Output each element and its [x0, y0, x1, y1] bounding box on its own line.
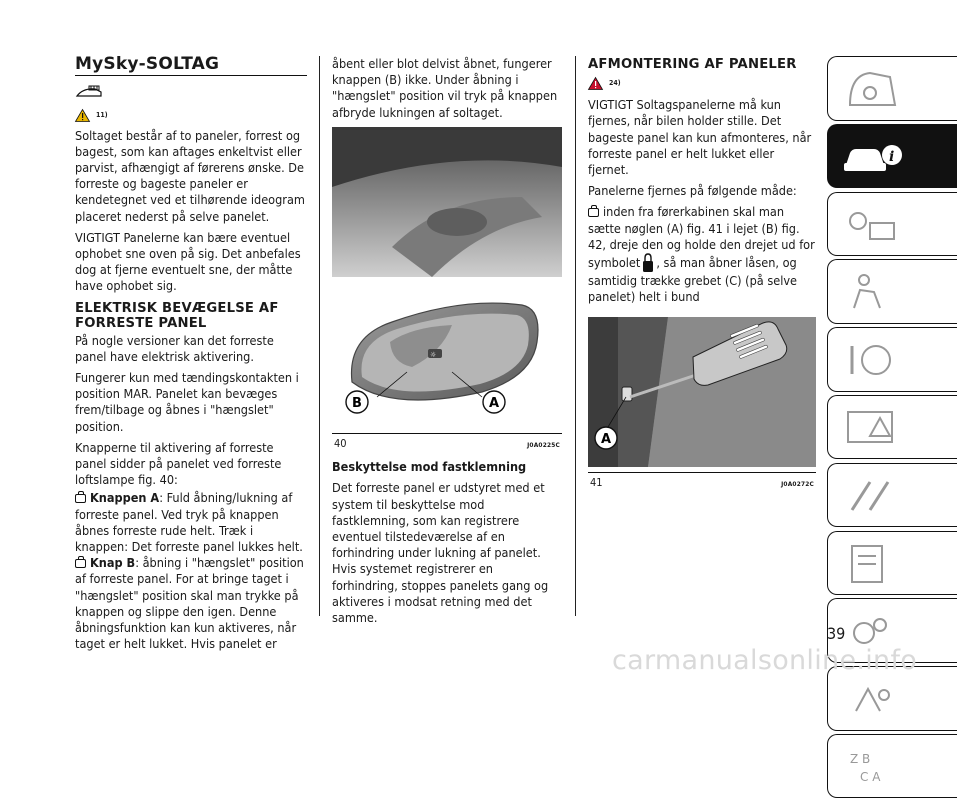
warning-ref: 24) [609, 79, 621, 87]
label-b: B [352, 395, 362, 411]
svg-text:i: i [889, 148, 895, 165]
paragraph: VIGTIGT Panelerne kan bære eventuel ophobet sne oven på sig. Det anbefales dog at fjerne eventuelt sne, der måtte have ophobet sig. [75, 229, 301, 294]
car-bullet-icon [75, 494, 86, 503]
tab-car-info[interactable] [827, 124, 957, 189]
paragraph: VIGTIGT Soltagspanelerne må kun fjernes, når bilen holder stille. Det bageste panel kan kun afmonteres, når forreste panel er helt lukket eller fjernet. [588, 97, 812, 178]
tab-maintenance[interactable] [827, 531, 957, 596]
paragraph: På nogle versioner kan det forreste panel have elektrisk aktivering. [75, 332, 274, 364]
label-a: A [489, 395, 500, 411]
multimedia-icon [840, 675, 900, 723]
section-heading: AFMONTERING AF PANELER [588, 57, 797, 72]
caption-heading: Beskyttelse mod fastklemning [332, 459, 527, 475]
figure-code: J0A0225C [527, 441, 560, 450]
warning-lights-icon [840, 404, 900, 452]
figure-40 [332, 127, 562, 434]
key-lock-photo [588, 317, 816, 467]
sunroof-icon [75, 84, 307, 104]
bullet-text: inden fra førerkabinen skal man sætte nøglen (A) fig. 41 i lejet (B) fig. 42, dreje den og holde den drejet ud for symbolet [588, 204, 815, 271]
tab-emergency[interactable] [827, 463, 957, 528]
bullet-text: : Fuld åbning/lukning af forreste panel. Ved tryk på knappen åbnes forreste rude helt. Træk i knappen: Det forreste panel lukkes helt. [75, 490, 303, 555]
paragraph: åbent eller blot delvist åbnet, fungerer knappen (B) ikke. Under åbning i "hængslet" position vil tryk på knappen afbryde lukningen af soltaget. [332, 56, 558, 120]
column-divider [575, 56, 576, 616]
lights-icon [840, 201, 900, 249]
bullet-button-b [75, 555, 307, 652]
svg-text:☼: ☼ [430, 350, 437, 359]
bullet-step [588, 204, 816, 305]
dashboard-icon [840, 65, 900, 113]
figure-number: 41 [590, 475, 603, 489]
bullet-text: : åbning i "hængslet" position af forreste panel. For at bringe taget i "hængslet" position skal man trykke på knappen og slippe den igen. Denne åbningsfunktion kan kun aktiveres, når taget er helt lukket. Hvis panelet er [75, 555, 304, 652]
roof-console-photo [332, 127, 562, 429]
bullet-text: , så man åbner låsen, og samtidig trække grebet (C) (på selve panelet) helt i bund [588, 255, 798, 305]
tab-driving[interactable] [827, 327, 957, 392]
tab-safety[interactable] [827, 259, 957, 324]
paragraph: Knapperne til aktivering af forreste panel sidder på panelet ved forreste loftslampe fig. 40: [75, 439, 282, 488]
paragraph: Soltaget består af to paneler, forrest og bagest, som kan aftages enkeltvist eller parvist, afhængigt af førerens ønske. De forreste og bageste paneler er kendetegnet ved et tilhørende ideogram placeret nederst på selve panelet. [75, 127, 305, 224]
car-bullet-icon [75, 559, 86, 568]
column-1 [75, 56, 307, 653]
page-number: 39 [827, 624, 846, 643]
column-3 [588, 56, 816, 492]
warning-icon [588, 77, 603, 90]
figure-caption [588, 473, 816, 492]
section-title: MySky-SOLTAG [75, 56, 307, 76]
car-bullet-icon [588, 208, 599, 217]
tab-dashboard[interactable] [827, 56, 957, 121]
bullet-label: Knap B [90, 555, 136, 571]
tab-index[interactable] [827, 734, 957, 799]
paragraph: Panelerne fjernes på følgende måde: [588, 183, 797, 199]
paragraph: Fungerer kun med tændingskontakten i position MAR. Panelet kan bevæges frem/tilbage og åbnes i "hængslet" position. [75, 370, 299, 434]
svg-text:Z B: Z B [850, 751, 871, 766]
tools-icon [840, 472, 900, 520]
car-info-icon [840, 133, 910, 181]
figure-caption [332, 434, 562, 453]
tab-lights[interactable] [827, 192, 957, 257]
index-icon [840, 743, 900, 791]
watermark: carmanualsonline.info [612, 645, 918, 676]
safety-icon [840, 268, 900, 316]
chapter-tabs [827, 56, 957, 802]
bullet-label: Knappen A [90, 490, 160, 506]
warning-icon [75, 109, 90, 122]
lock-icon [642, 253, 654, 273]
checklist-icon [840, 540, 900, 588]
bullet-button-a [75, 490, 307, 555]
tab-warnings[interactable] [827, 395, 957, 460]
steering-icon [840, 336, 900, 384]
warning-note [588, 75, 816, 91]
figure-41 [588, 317, 816, 472]
svg-text:C A: C A [860, 769, 881, 784]
warning-note [75, 107, 307, 123]
subsection-heading: ELEKTRISK BEVÆGELSE AF FORRESTE PANEL [75, 300, 279, 331]
label-a: A [601, 432, 612, 448]
paragraph: Det forreste panel er udstyret med et system til beskyttelse mod fastklemning, som kan registrere eventuel tilstedeværelse af en forhindring under lukning af panelet. Hvis systemet registrerer en forhindring, stoppes panelets gang og aktiveres i modsat retning med det samme. [332, 480, 549, 626]
column-2 [332, 56, 562, 631]
figure-code: J0A0272C [781, 479, 814, 488]
figure-number: 40 [334, 437, 347, 451]
warning-ref: 11) [96, 111, 108, 120]
column-divider [319, 56, 320, 616]
